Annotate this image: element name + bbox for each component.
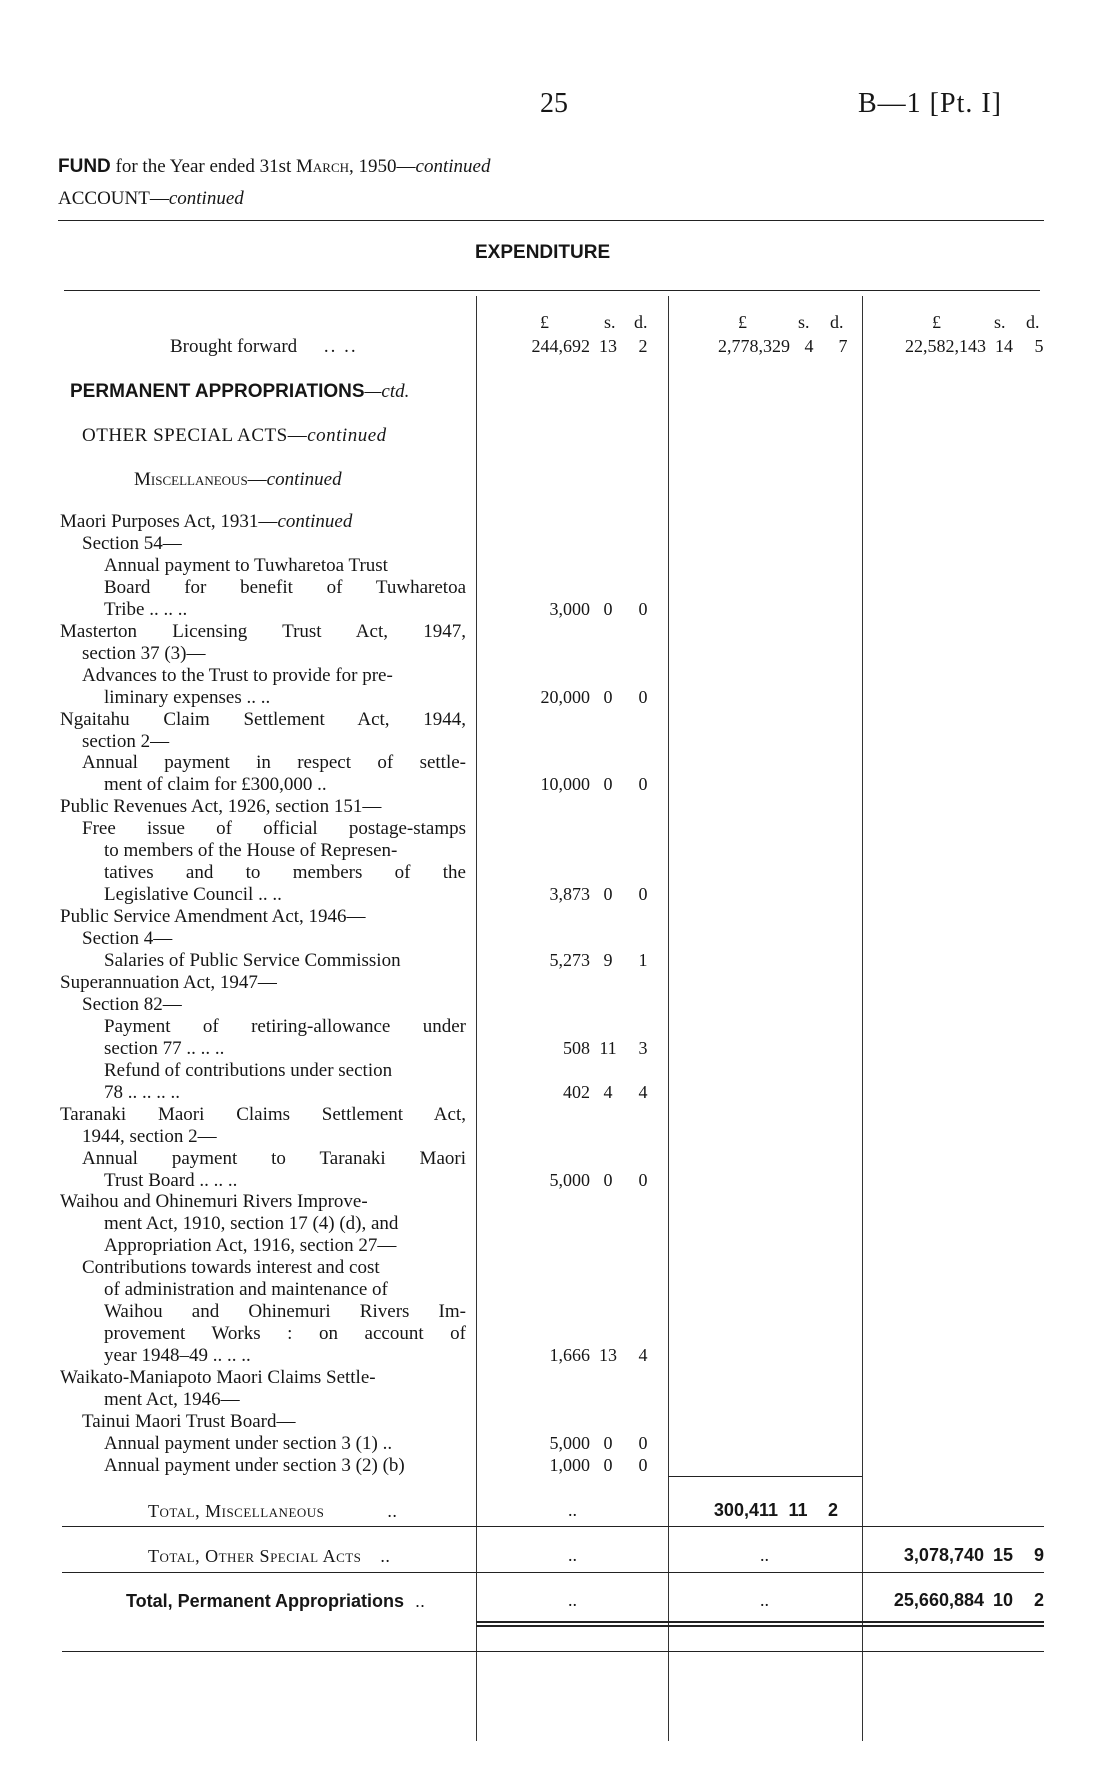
line-text: year 1948–49 .. .. .. bbox=[104, 1345, 251, 1367]
line-amount-pence: 0 bbox=[638, 598, 648, 619]
total-permanent-col2: .. bbox=[760, 1590, 769, 1610]
col1-pound-header: £ bbox=[540, 312, 549, 332]
line-amount bbox=[486, 1082, 660, 1103]
line-amount bbox=[486, 1455, 660, 1476]
line-amount-pounds: 1,000 bbox=[549, 1454, 590, 1475]
column-divider-2 bbox=[668, 296, 669, 1741]
line-text: section 77 .. .. .. bbox=[104, 1037, 225, 1059]
col1-shilling-header: s. bbox=[604, 312, 616, 332]
brought-forward-label bbox=[170, 336, 358, 358]
line-text: Appropriation Act, 1916, section 27— bbox=[104, 1235, 397, 1257]
line-amount-shillings: 0 bbox=[603, 598, 613, 619]
line-item-text bbox=[104, 862, 466, 884]
line-text: Section 4— bbox=[82, 928, 173, 950]
line-item-text bbox=[104, 1279, 388, 1301]
line-item-text bbox=[104, 1389, 240, 1411]
line-item-text bbox=[104, 1213, 398, 1235]
col2-pence-header: d. bbox=[830, 312, 844, 332]
footer-rule bbox=[62, 1651, 1044, 1652]
line-amount-pence: 4 bbox=[638, 1345, 648, 1366]
line-item-text bbox=[82, 1411, 295, 1433]
line-item-text bbox=[104, 1433, 392, 1455]
line-amount-shillings: 4 bbox=[603, 1081, 613, 1102]
total-misc-text: Total, Miscellaneous bbox=[148, 1501, 325, 1521]
brought-forward-col1-shillings: 13 bbox=[599, 336, 617, 356]
line-text: Contributions towards interest and cost bbox=[82, 1257, 380, 1279]
heading-other-text: OTHER SPECIAL ACTS— bbox=[82, 425, 308, 446]
line-amount-pence: 0 bbox=[638, 1169, 648, 1190]
line-text: Board for benefit of Tuwharetoa bbox=[104, 576, 466, 598]
line-text: Ngaitahu Claim Settlement Act, 1944, bbox=[60, 708, 466, 730]
title-year: , 1950— bbox=[349, 156, 416, 177]
brought-forward-col3-pence: 5 bbox=[1034, 336, 1044, 356]
heading-other-cont: continued bbox=[307, 425, 387, 446]
line-item-text bbox=[104, 1235, 396, 1257]
total-other-text: Total, Other Special Acts bbox=[148, 1546, 362, 1566]
closing-double-rule-2 bbox=[476, 1625, 1044, 1627]
line-text: Masterton Licensing Trust Act, 1947, bbox=[60, 620, 466, 642]
subtitle-continued: continued bbox=[168, 188, 244, 209]
total-misc-amount bbox=[672, 1500, 848, 1521]
line-item-text bbox=[60, 709, 466, 731]
line-amount bbox=[486, 950, 660, 971]
line-item-text bbox=[82, 665, 393, 687]
title-bold: FUND bbox=[58, 156, 111, 177]
heading-other-special-acts bbox=[82, 425, 387, 447]
line-text: Annual payment under section 3 (1) .. bbox=[104, 1432, 393, 1454]
total-permanent-text: Total, Permanent Appropriations bbox=[126, 1591, 405, 1611]
line-text: Section 82— bbox=[82, 993, 182, 1015]
line-amount-pence: 3 bbox=[638, 1037, 648, 1058]
line-continued: continued bbox=[277, 511, 353, 532]
line-amount bbox=[486, 1038, 660, 1059]
line-amount-pounds: 5,000 bbox=[549, 1169, 590, 1190]
subtitle-text: ACCOUNT— bbox=[58, 188, 169, 209]
line-item-text bbox=[60, 1367, 376, 1389]
line-amount-shillings: 0 bbox=[603, 884, 613, 905]
line-text: Free issue of official postage-stamps bbox=[82, 818, 466, 840]
total-permanent-leader: .. bbox=[415, 1591, 426, 1611]
brought-forward-col3-shillings: 14 bbox=[995, 336, 1013, 356]
total-misc-amount-pounds: 300,411 bbox=[713, 1500, 778, 1520]
line-item-text bbox=[82, 994, 182, 1016]
line-item-text bbox=[60, 906, 366, 928]
line-amount bbox=[486, 1170, 660, 1191]
line-text: liminary expenses .. .. bbox=[104, 686, 271, 708]
line-text: 78 .. .. .. .. bbox=[104, 1081, 180, 1103]
line-item-text bbox=[104, 1038, 224, 1060]
line-text: section 2— bbox=[82, 730, 170, 752]
brought-forward-col3-pounds: 22,582,143 bbox=[905, 336, 986, 356]
line-amount-pence: 1 bbox=[638, 950, 648, 970]
line-amount-shillings: 0 bbox=[603, 1169, 613, 1190]
line-text: Public Revenues Act, 1926, section 151— bbox=[60, 796, 382, 818]
line-amount-pounds: 3,873 bbox=[549, 884, 590, 905]
line-text: provement Works : on account of bbox=[104, 1323, 466, 1345]
brought-forward-col1-pence: 2 bbox=[638, 336, 648, 356]
line-amount bbox=[486, 774, 660, 795]
total-misc-rule-top bbox=[668, 1476, 862, 1477]
line-text: Annual payment to Taranaki Maori bbox=[82, 1147, 466, 1169]
col2-pound-header: £ bbox=[738, 312, 747, 332]
line-item-text bbox=[82, 533, 182, 555]
header-rule bbox=[58, 220, 1044, 221]
col2-shilling-header: s. bbox=[798, 312, 810, 332]
column-divider-3 bbox=[862, 296, 863, 1741]
line-item-text bbox=[104, 1016, 466, 1038]
line-amount-pounds: 20,000 bbox=[540, 686, 590, 707]
line-item-text bbox=[82, 643, 205, 665]
line-text: Waihou and Ohinemuri Rivers Im- bbox=[104, 1301, 466, 1323]
total-other-amount bbox=[866, 1545, 1056, 1566]
line-text: Waikato-Maniapoto Maori Claims Settle- bbox=[60, 1367, 376, 1389]
line-item-text bbox=[104, 599, 187, 621]
line-amount-shillings: 0 bbox=[603, 686, 613, 707]
line-amount bbox=[486, 687, 660, 708]
section-rule bbox=[64, 290, 1040, 291]
line-amount-pence: 0 bbox=[638, 686, 648, 707]
total-permanent-label bbox=[126, 1590, 425, 1612]
line-item-text bbox=[60, 1191, 368, 1213]
total-other-amount-shillings: 15 bbox=[992, 1545, 1014, 1565]
line-item-text bbox=[104, 884, 282, 906]
line-amount-pence: 0 bbox=[638, 884, 648, 905]
line-item-text bbox=[104, 774, 327, 796]
line-amount-shillings: 9 bbox=[603, 950, 613, 970]
line-amount-pounds: 508 bbox=[563, 1037, 590, 1058]
total-other-rule bbox=[62, 1572, 1044, 1573]
closing-double-rule-1 bbox=[476, 1621, 1044, 1623]
line-amount-shillings: 13 bbox=[599, 1345, 617, 1366]
heading-misc-text: Miscellaneous— bbox=[134, 469, 267, 490]
line-text: Payment of retiring-allowance under bbox=[104, 1015, 466, 1037]
heading-permanent-text: PERMANENT APPROPRIATIONS bbox=[70, 381, 365, 402]
line-item-text bbox=[82, 731, 169, 753]
line-amount-shillings: 0 bbox=[603, 1432, 613, 1453]
brought-forward-col2-pounds: 2,778,329 bbox=[718, 336, 790, 356]
line-amount bbox=[486, 884, 660, 905]
line-item-text bbox=[82, 928, 172, 950]
line-item-text bbox=[82, 1126, 217, 1148]
line-text: Tribe .. .. .. bbox=[104, 598, 188, 620]
line-amount bbox=[486, 599, 660, 620]
line-text: Legislative Council .. .. bbox=[104, 884, 282, 906]
line-item-text bbox=[104, 840, 397, 862]
column-divider-1 bbox=[476, 296, 477, 1741]
line-item-text bbox=[104, 687, 270, 709]
total-permanent-amount-pence: 2 bbox=[1033, 1590, 1044, 1610]
line-text: Advances to the Trust to provide for pre- bbox=[82, 664, 393, 686]
col3-shilling-header: s. bbox=[994, 312, 1006, 332]
col3-pence-header: d. bbox=[1026, 312, 1040, 332]
line-item-text bbox=[60, 1104, 466, 1126]
line-item-text bbox=[104, 1082, 180, 1104]
line-text: Maori Purposes Act, 1931— bbox=[60, 511, 278, 532]
line-amount-pounds: 3,000 bbox=[549, 598, 590, 619]
col3-pound-header: £ bbox=[932, 312, 941, 332]
title-continued: continued bbox=[415, 156, 491, 177]
line-item-text bbox=[104, 1301, 466, 1323]
line-text: tatives and to members of the bbox=[104, 862, 466, 884]
line-amount-pence: 4 bbox=[638, 1081, 648, 1102]
line-text: Taranaki Maori Claims Settlement Act, bbox=[60, 1103, 466, 1125]
brought-forward-text: Brought forward bbox=[170, 336, 298, 357]
line-item-text bbox=[60, 621, 466, 643]
brought-forward-col2 bbox=[678, 336, 858, 357]
title-rest: for the Year ended 31st bbox=[110, 156, 296, 177]
line-item-text bbox=[104, 1170, 237, 1192]
line-amount-pence: 0 bbox=[638, 1432, 648, 1453]
line-amount-pence: 0 bbox=[638, 774, 648, 795]
line-text: ment Act, 1910, section 17 (4) (d), and bbox=[104, 1213, 399, 1235]
heading-miscellaneous bbox=[134, 469, 342, 491]
total-permanent-amount-shillings: 10 bbox=[992, 1590, 1014, 1610]
total-permanent-amount bbox=[866, 1590, 1056, 1611]
total-other-leader: .. bbox=[380, 1546, 391, 1566]
line-item-text bbox=[104, 1345, 251, 1367]
total-misc-amount-shillings: 11 bbox=[788, 1500, 808, 1520]
line-item-text bbox=[60, 511, 352, 533]
line-amount-pounds: 5,000 bbox=[549, 1432, 590, 1453]
line-amount-pence: 0 bbox=[638, 1454, 648, 1475]
line-amount-pounds: 5,273 bbox=[549, 950, 590, 970]
line-text: Refund of contributions under section bbox=[104, 1059, 393, 1081]
line-text: Trust Board .. .. .. bbox=[104, 1169, 238, 1191]
total-misc-label bbox=[148, 1500, 397, 1522]
line-text: 1944, section 2— bbox=[82, 1125, 217, 1147]
line-item-text bbox=[60, 972, 277, 994]
section-heading: EXPENDITURE bbox=[475, 242, 611, 263]
total-other-col1: .. bbox=[568, 1545, 577, 1565]
line-item-text bbox=[82, 818, 466, 840]
total-other-col2: .. bbox=[760, 1545, 769, 1565]
line-amount-pounds: 402 bbox=[563, 1081, 590, 1102]
brought-forward-leader: .. .. bbox=[323, 336, 358, 357]
line-text: to members of the House of Represen- bbox=[104, 840, 398, 862]
brought-forward-col1 bbox=[486, 336, 660, 357]
line-text: Annual payment to Tuwharetoa Trust bbox=[104, 554, 388, 576]
line-text: section 37 (3)— bbox=[82, 642, 206, 664]
line-text: ment Act, 1946— bbox=[104, 1389, 240, 1410]
brought-forward-col2-pence: 7 bbox=[838, 336, 848, 356]
total-permanent-col1: .. bbox=[568, 1590, 577, 1610]
line-item-text bbox=[82, 1148, 466, 1170]
brought-forward-col3 bbox=[868, 336, 1056, 357]
page-number: 25 bbox=[540, 88, 568, 119]
heading-misc-cont: continued bbox=[266, 469, 342, 490]
page-title bbox=[58, 156, 490, 178]
line-item-text bbox=[104, 950, 401, 972]
line-amount bbox=[486, 1345, 660, 1366]
line-item-text bbox=[60, 796, 381, 818]
line-text: Waihou and Ohinemuri Rivers Improve- bbox=[60, 1191, 368, 1213]
line-amount bbox=[486, 1433, 660, 1454]
line-text: Annual payment in respect of settle- bbox=[82, 752, 466, 774]
total-other-amount-pence: 9 bbox=[1033, 1545, 1044, 1565]
line-item-text bbox=[104, 1323, 466, 1345]
line-item-text bbox=[82, 1257, 380, 1279]
total-other-label bbox=[148, 1545, 390, 1567]
line-amount-shillings: 0 bbox=[603, 1454, 613, 1475]
line-text: Salaries of Public Service Commission bbox=[104, 950, 401, 971]
total-other-amount-pounds: 3,078,740 bbox=[903, 1545, 984, 1565]
line-text: Public Service Amendment Act, 1946— bbox=[60, 906, 366, 928]
brought-forward-col2-shillings: 4 bbox=[804, 336, 814, 356]
line-item-text bbox=[104, 577, 466, 599]
line-text: of administration and maintenance of bbox=[104, 1279, 388, 1301]
total-misc-rule-bottom bbox=[62, 1526, 1044, 1527]
brought-forward-col1-pounds: 244,692 bbox=[531, 336, 590, 356]
heading-permanent-ctd: —ctd. bbox=[364, 381, 410, 402]
line-amount-pounds: 10,000 bbox=[540, 774, 590, 795]
line-item-text bbox=[82, 752, 466, 774]
total-misc-amount-pence: 2 bbox=[827, 1500, 838, 1520]
line-amount-shillings: 11 bbox=[599, 1037, 617, 1058]
total-permanent-amount-pounds: 25,660,884 bbox=[893, 1590, 984, 1610]
document-reference: B—1 [Pt. I] bbox=[858, 88, 1002, 119]
page-subtitle bbox=[58, 188, 244, 210]
line-text: Annual payment under section 3 (2) (b) bbox=[104, 1454, 405, 1476]
line-item-text bbox=[104, 1060, 392, 1082]
line-text: Section 54— bbox=[82, 532, 182, 554]
title-month: March bbox=[296, 156, 350, 177]
line-amount-shillings: 0 bbox=[603, 774, 613, 795]
total-misc-leader: .. bbox=[387, 1501, 398, 1521]
line-item-text bbox=[104, 555, 388, 577]
heading-permanent-appropriations bbox=[70, 381, 409, 403]
line-text: ment of claim for £300,000 .. bbox=[104, 774, 327, 796]
line-item-text bbox=[104, 1455, 405, 1477]
col1-pence-header: d. bbox=[634, 312, 648, 332]
line-text: Tainui Maori Trust Board— bbox=[82, 1410, 296, 1432]
total-misc-col1: .. bbox=[568, 1500, 577, 1520]
line-amount-pounds: 1,666 bbox=[549, 1345, 590, 1366]
line-text: Superannuation Act, 1947— bbox=[60, 971, 277, 993]
